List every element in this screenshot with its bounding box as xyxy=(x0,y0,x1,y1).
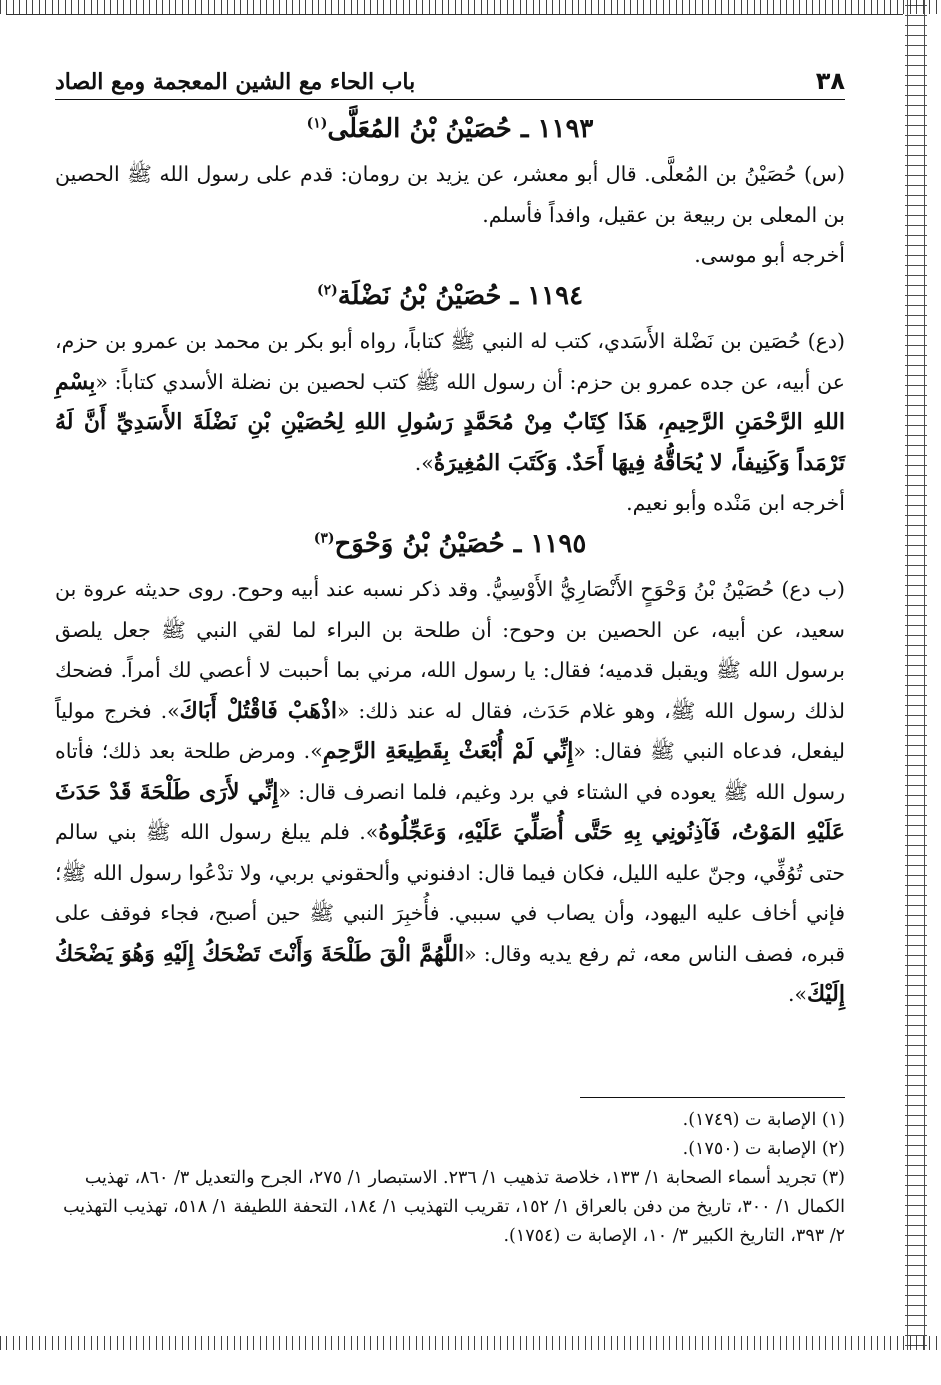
footnote-1: (١) الإصابة ت (١٧٤٩). xyxy=(682,1110,845,1130)
footnote-ref-3[interactable]: (٣) xyxy=(313,530,335,547)
decorative-border-right xyxy=(905,0,927,1350)
entry-text-1193: (س) حُصَيْنُ بن المُعلَّى. قال أبو معشر، عن يزيد بن رومان: قدم على رسول الله ﷺ الحصين بن المعلى بن ربيعة بن عقيل، وافداً فأسلم. xyxy=(55,162,845,227)
page-header xyxy=(55,55,845,100)
page-body xyxy=(55,108,845,1015)
entry-heading-1194: ١١٩٤ ـ حُصَيْنُ بْنُ نَضْلَة$^{(٢)}$ xyxy=(316,281,584,311)
footnotes xyxy=(55,1106,845,1251)
entry-text-1195: (ب دع) حُصَيْنُ بْنُ وَحْوَحٍ الأَنْصَارِيُّ الأَوْسِيُّ. وقد ذكر نسبه عند أبيه وحوح. روى حديثه عروة بن سعيد، عن أبيه، عن الحصين بن وحوح: أن طلحة بن البراء لما لقي النبي ﷺ جعل يلصق برسول الله ﷺ ويقبل قدميه؛ فقال: يا رسول الله، مرني بما أحببت لا أعصي لك أمراً. فضحك لذلك رسول الله ﷺ، وهو غلام حَدَث، فقال له عند ذلك: «اذْهَبْ فَاقْتُلْ أَبَاكَ». فخرج مولياً ليفعل، فدعاه النبي ﷺ فقال: «إِنِّي لَمْ أُبْعَثْ بِقَطِيعَةِ الرَّحِمِ». ومرض طلحة بعد ذلك؛ فأتاه رسول الله ﷺ يعوده في الشتاء في برد وغيم، فلما انصرف قال: «إِنِّي لأَرَى طَلْحَةَ قَدْ حَدَثَ عَلَيْهِ المَوْتُ، فَآذِنُونِي بِهِ حَتَّى أُصَلِّيَ عَلَيْهِ، وَعَجِّلُوهُ». فلم يبلغ رسول الله ﷺ بني سالم حتى تُوُفِّي، وجنّ عليه الليل، فكان فيما قال: ادفنوني وألحقوني بربي، ولا تدْعُوا رسول الله ﷺ؛ فإني أخاف عليه اليهود، وأن يصاب في سببي. فأُخبِرَ النبي ﷺ حين أصبح، فجاء فوقف على قبره، فصف الناس معه، ثم رفع يديه وقال: «اللَّهُمَّ الْقَ طَلْحَةَ وَأَنْتَ تَضْحَكُ إِلَيْهِ وَهُوَ يَضْحَكُ إِلَيْكَ». xyxy=(55,577,845,1007)
running-head: باب الحاء مع الشين المعجمة ومع الصاد xyxy=(55,69,416,95)
hadith-quote: اللَّهُمَّ الْقَ طَلْحَةَ وَأَنْتَ تَضْحَكُ إِلَيْهِ وَهُوَ يَضْحَكُ إِلَيْكَ xyxy=(55,940,845,1007)
entry-source-1193: أخرجه أبو موسى. xyxy=(694,243,845,267)
hadith-quote: اذْهَبْ فَاقْتُلْ أَبَاكَ xyxy=(179,697,337,724)
entry-source-1194: أخرجه ابن مَنْده وأبو نعيم. xyxy=(626,491,845,515)
footnote-ref-2[interactable]: (٢) xyxy=(316,282,338,299)
entry-heading-1195: ١١٩٥ ـ حُصَيْنُ بْنُ وَحْوَح$^{(٣)}$ xyxy=(313,529,587,559)
footnote-2: (٢) الإصابة ت (١٧٥٠). xyxy=(682,1139,845,1159)
footnote-ref-1[interactable]: (١) xyxy=(306,115,328,132)
decorative-border-bottom xyxy=(0,1336,941,1350)
hadith-quote: بِسْمِ اللهِ الرَّحْمَنِ الرَّحِيمِ، هَذَا كِتَابٌ مِنْ مُحَمَّدٍ رَسُولِ اللهِ لِحُصَيْنِ بْنِ نَضْلَةَ الأَسَدِيِّ أَنَّ لَهُ تَرْمَداً وَكَنِيفاً، لا يُحَاقُّهُ فِيهَا أَحَدٌ. وَكَتَبَ المُغِيرَةُ xyxy=(55,368,845,476)
hadith-quote: إِنِّي لَمْ أُبْعَثْ بِقَطِيعَةِ الرَّحِمِ xyxy=(322,738,574,764)
hadith-quote: إِنِّي لأَرَى طَلْحَةَ قَدْ حَدَثَ عَلَيْهِ المَوْتُ، فَآذِنُونِي بِهِ حَتَّى أُصَلِّيَ عَلَيْهِ، وَعَجِّلُوهُ xyxy=(55,778,845,845)
decorative-border-top xyxy=(0,0,941,14)
footnote-separator xyxy=(580,1097,845,1098)
entry-heading-1193: ١١٩٣ ـ حُصَيْنُ بْنُ المُعَلَّى$^{(١)}$ xyxy=(306,114,594,144)
entry-text-1194: (دع) حُصَين بن نَضْلة الأَسَدي، كتب له النبي ﷺ كتاباً، رواه أبو بكر بن محمد بن عمرو بن حزم، عن أبيه، عن جده عمرو بن حزم: أن رسول الله ﷺ كتب لحصين بن نضلة الأسدي كتاباً: «بِسْمِ اللهِ الرَّحْمَنِ الرَّحِيمِ، هَذَا كِتَابٌ مِنْ مُحَمَّدٍ رَسُولِ اللهِ لِحُصَيْنِ بْنِ نَضْلَةَ الأَسَدِيِّ أَنَّ لَهُ تَرْمَداً وَكَنِيفاً، لا يُحَاقُّهُ فِيهَا أَحَدٌ. وَكَتَبَ المُغِيرَةُ». xyxy=(55,329,845,476)
page-number: ٣٨ xyxy=(815,67,845,95)
footnote-3: (٣) تجريد أسماء الصحابة ١/ ١٣٣، خلاصة تذهيب ١/ ٢٣٦. الاستبصار ١/ ٢٧٥، الجرح والتعديل ٣/ ٨٦٠، تهذيب الكمال ١/ ٣٠٠، تاريخ من دفن بالعراق ١/ ١٥٢، تقريب التهذيب ١/ ١٨٤، التحفة اللطيفة ١/ ٥١٨، تهذيب التهذيب ٢/ ٣٩٣، التاريخ الكبير ٣/ ١٠، الإصابة ت (١٧٥٤). xyxy=(63,1168,845,1246)
